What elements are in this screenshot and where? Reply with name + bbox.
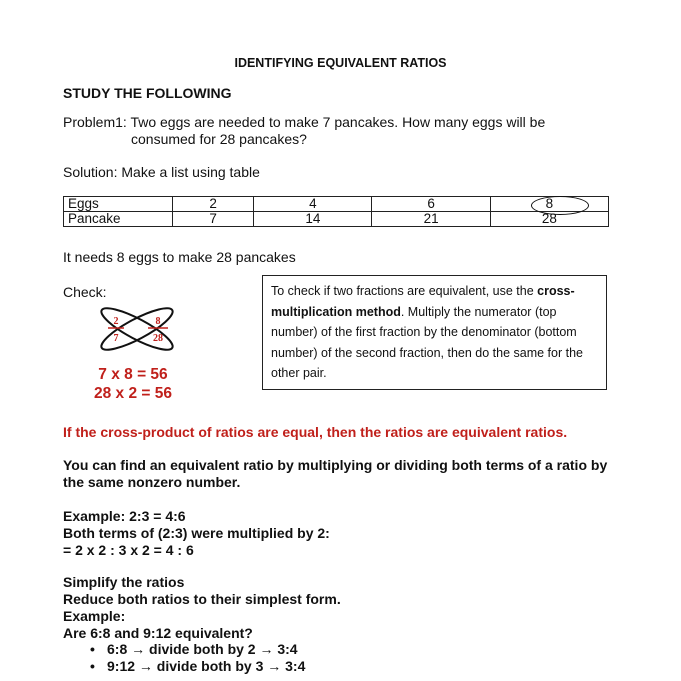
note-text: To check if two fractions are equivalent, use the <box>271 284 538 298</box>
study-heading: STUDY THE FOLLOWING <box>63 85 232 101</box>
bullet-icon: • <box>90 658 95 674</box>
example-block <box>63 508 330 559</box>
right-numerator: 8 <box>155 316 161 327</box>
simplify-block <box>63 574 341 642</box>
problem-line-2: consumed for 28 pancakes? <box>131 131 307 147</box>
cross-multiplication-note <box>262 275 607 390</box>
table-cell: 14 <box>254 212 372 227</box>
cross-loop-ellipse <box>97 306 177 352</box>
simplify-line: Example: <box>63 608 126 624</box>
eggs-pancake-table <box>63 196 609 227</box>
equivalent-ratio-paragraph: You can find an equivalent ratio by multiplying or dividing both terms of a ratio by the same nonzero number. <box>63 457 608 490</box>
example-line: Both terms of (2:3) were multiplied by 2: <box>63 525 330 541</box>
list-item <box>90 658 305 675</box>
cross-multiplication-diagram <box>96 306 178 352</box>
page-title: IDENTIFYING EQUIVALENT RATIOS <box>234 56 447 70</box>
left-numerator: 2 <box>113 316 119 327</box>
answer-highlight-circle <box>531 196 589 215</box>
check-label: Check: <box>63 284 107 300</box>
table-row <box>64 212 609 227</box>
solution-text: Solution: Make a list using table <box>63 164 260 180</box>
problem-statement <box>63 114 545 148</box>
table-cell: 21 <box>372 212 490 227</box>
table-row <box>64 197 609 212</box>
rule-statement: If the cross-product of ratios are equal, then the ratios are equivalent ratios. <box>63 424 568 440</box>
row-label: Pancake <box>64 212 173 227</box>
equation-2: 28 x 2 = 56 <box>94 385 172 402</box>
table-cell: 8 <box>490 197 608 212</box>
example-line: Example: 2:3 = 4:6 <box>63 508 186 524</box>
left-denominator: 7 <box>113 333 119 344</box>
note-bold-term: cross-multiplication method <box>271 284 575 319</box>
list-item-text: 9:12 → divide both by 3 → 3:4 <box>107 658 306 674</box>
list-item-text: 6:8 → divide both by 2 → 3:4 <box>107 641 298 657</box>
table-cell: 6 <box>372 197 490 212</box>
table-cell: 2 <box>173 197 254 212</box>
row-label: Eggs <box>64 197 173 212</box>
simplify-line: Simplify the ratios <box>63 574 185 590</box>
simplify-line: Reduce both ratios to their simplest form. <box>63 591 341 607</box>
table-cell: 28 <box>490 212 608 227</box>
note-text: . Multiply the numerator (top number) of the first fraction by the denominator (bottom number) of the second fraction, then do the same for the other pair. <box>271 304 583 380</box>
bullet-list <box>90 641 305 675</box>
bullet-icon: • <box>90 641 95 657</box>
table-cell: 7 <box>173 212 254 227</box>
equation-1: 7 x 8 = 56 <box>98 366 168 383</box>
list-item <box>90 641 305 658</box>
answer-text: It needs 8 eggs to make 28 pancakes <box>63 249 296 265</box>
example-line: = 2 x 2 : 3 x 2 = 4 : 6 <box>63 542 194 558</box>
table-cell: 4 <box>254 197 372 212</box>
cross-loop-ellipse <box>97 306 177 352</box>
problem-line-1: Problem1: Two eggs are needed to make 7 pancakes. How many eggs will be <box>63 114 546 130</box>
right-denominator: 28 <box>153 333 163 344</box>
simplify-line: Are 6:8 and 9:12 equivalent? <box>63 625 253 641</box>
